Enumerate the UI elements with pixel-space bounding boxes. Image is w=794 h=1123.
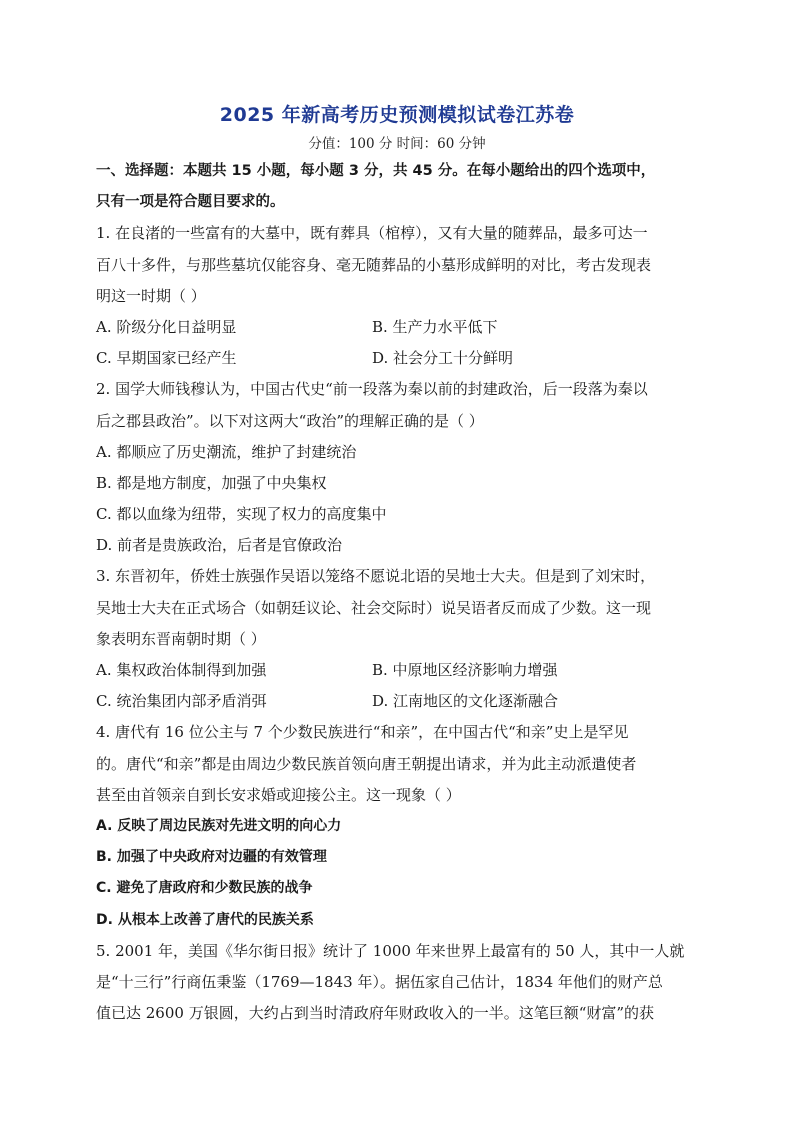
question-3-option-a[interactable]: A. 集权政治体制得到加强 xyxy=(96,661,267,679)
question-2 xyxy=(96,374,698,561)
exam-title: 2025 年新高考历史预测模拟试卷江苏卷 xyxy=(219,104,575,126)
question-3-options-row-1 xyxy=(96,655,698,686)
question-2-option-c[interactable]: C. 都以血缘为纽带，实现了权力的高度集中 xyxy=(96,505,387,524)
question-5 xyxy=(96,936,698,1030)
question-1-option-c[interactable]: C. 早期国家已经产生 xyxy=(96,349,237,368)
question-4-line-3: 甚至由首领亲自到长安求婚或迎接公主。这一现象（ ） xyxy=(96,785,461,804)
question-3-line-2: 吴地士大夫在正式场合（如朝廷议论、社会交际时）说吴语者反而成了少数。这一现 xyxy=(96,598,652,617)
question-3-option-b[interactable]: B. 中原地区经济影响力增强 xyxy=(372,661,558,679)
question-2-line-2: 后之郡县政治”。以下对这两大“政治”的理解正确的是（ ） xyxy=(96,411,484,430)
question-1 xyxy=(96,218,698,374)
question-2-option-d[interactable]: D. 前者是贵族政治，后者是官僚政治 xyxy=(96,536,343,555)
question-2-option-b[interactable]: B. 都是地方制度，加强了中央集权 xyxy=(96,473,327,492)
question-4-line-2: 的。唐代“和亲”都是由周边少数民族首领向唐王朝提出请求，并为此主动派遣使者 xyxy=(96,754,637,773)
question-3 xyxy=(96,561,698,717)
question-4-option-b[interactable]: B. 加强了中央政府对边疆的有效管理 xyxy=(96,849,327,866)
section-heading-line-2: 只有一项是符合题目要求的。 xyxy=(96,194,285,211)
question-5-line-3: 值已达 2600 万银圆，大约占到当时清政府年财政收入的一半。这笔巨额“财富”的获 xyxy=(96,1004,655,1023)
question-1-options-row-1 xyxy=(96,312,698,343)
question-3-line-1: 3. 东晋初年，侨姓士族强作吴语以笼络不愿说北语的吴地士大夫。但是到了刘宋时， xyxy=(96,567,656,586)
question-1-line-2: 百八十多件，与那些墓坑仅能容身、毫无随葬品的小墓形成鲜明的对比，考古发现表 xyxy=(96,255,652,274)
exam-subtitle: 分值：100 分 时间：60 分钟 xyxy=(308,136,486,152)
question-1-option-a[interactable]: A. 阶级分化日益明显 xyxy=(96,317,237,336)
question-4-option-d[interactable]: D. 从根本上改善了唐代的民族关系 xyxy=(96,911,314,928)
question-5-line-2: 是“十三行”行商伍秉鉴（1769—1843 年）。据伍家自己估计，1834 年他们的财产总 xyxy=(96,972,663,991)
question-4 xyxy=(96,717,698,935)
question-1-option-b[interactable]: B. 生产力水平低下 xyxy=(372,317,498,336)
question-3-options-row-2 xyxy=(96,686,698,717)
question-3-option-c[interactable]: C. 统治集团内部矛盾消弭 xyxy=(96,692,267,711)
question-1-option-d[interactable]: D. 社会分工十分鲜明 xyxy=(372,349,514,368)
question-3-line-3: 象表明东晋南朝时期（ ） xyxy=(96,629,266,648)
question-4-line-1: 4. 唐代有 16 位公主与 7 个少数民族进行“和亲”，在中国古代“和亲”史上是罕见 xyxy=(96,723,629,742)
question-4-option-c[interactable]: C. 避免了唐政府和少数民族的战争 xyxy=(96,880,313,897)
section-heading-line-1: 一、选择题：本题共 15 小题，每小题 3 分，共 45 分。在每小题给出的四个选项中， xyxy=(96,163,656,179)
question-1-options-row-2 xyxy=(96,343,698,374)
question-3-option-d[interactable]: D. 江南地区的文化逐渐融合 xyxy=(372,692,559,711)
question-2-option-a[interactable]: A. 都顺应了历史潮流，维护了封建统治 xyxy=(96,442,357,461)
question-1-line-3: 明这一时期（ ） xyxy=(96,286,206,305)
question-5-line-1: 5. 2001 年，美国《华尔街日报》统计了 1000 年来世界上最富有的 50 人，其中一人就 xyxy=(96,941,685,960)
question-1-line-1: 1. 在良渚的一些富有的大墓中，既有葬具（棺椁），又有大量的随葬品，最多可达一 xyxy=(96,224,648,243)
question-4-option-a[interactable]: A. 反映了周边民族对先进文明的向心力 xyxy=(96,817,342,834)
exam-body xyxy=(96,156,698,1029)
question-2-line-1: 2. 国学大师钱穆认为，中国古代史“前一段落为秦以前的封建政治，后一段落为秦以 xyxy=(96,380,648,399)
